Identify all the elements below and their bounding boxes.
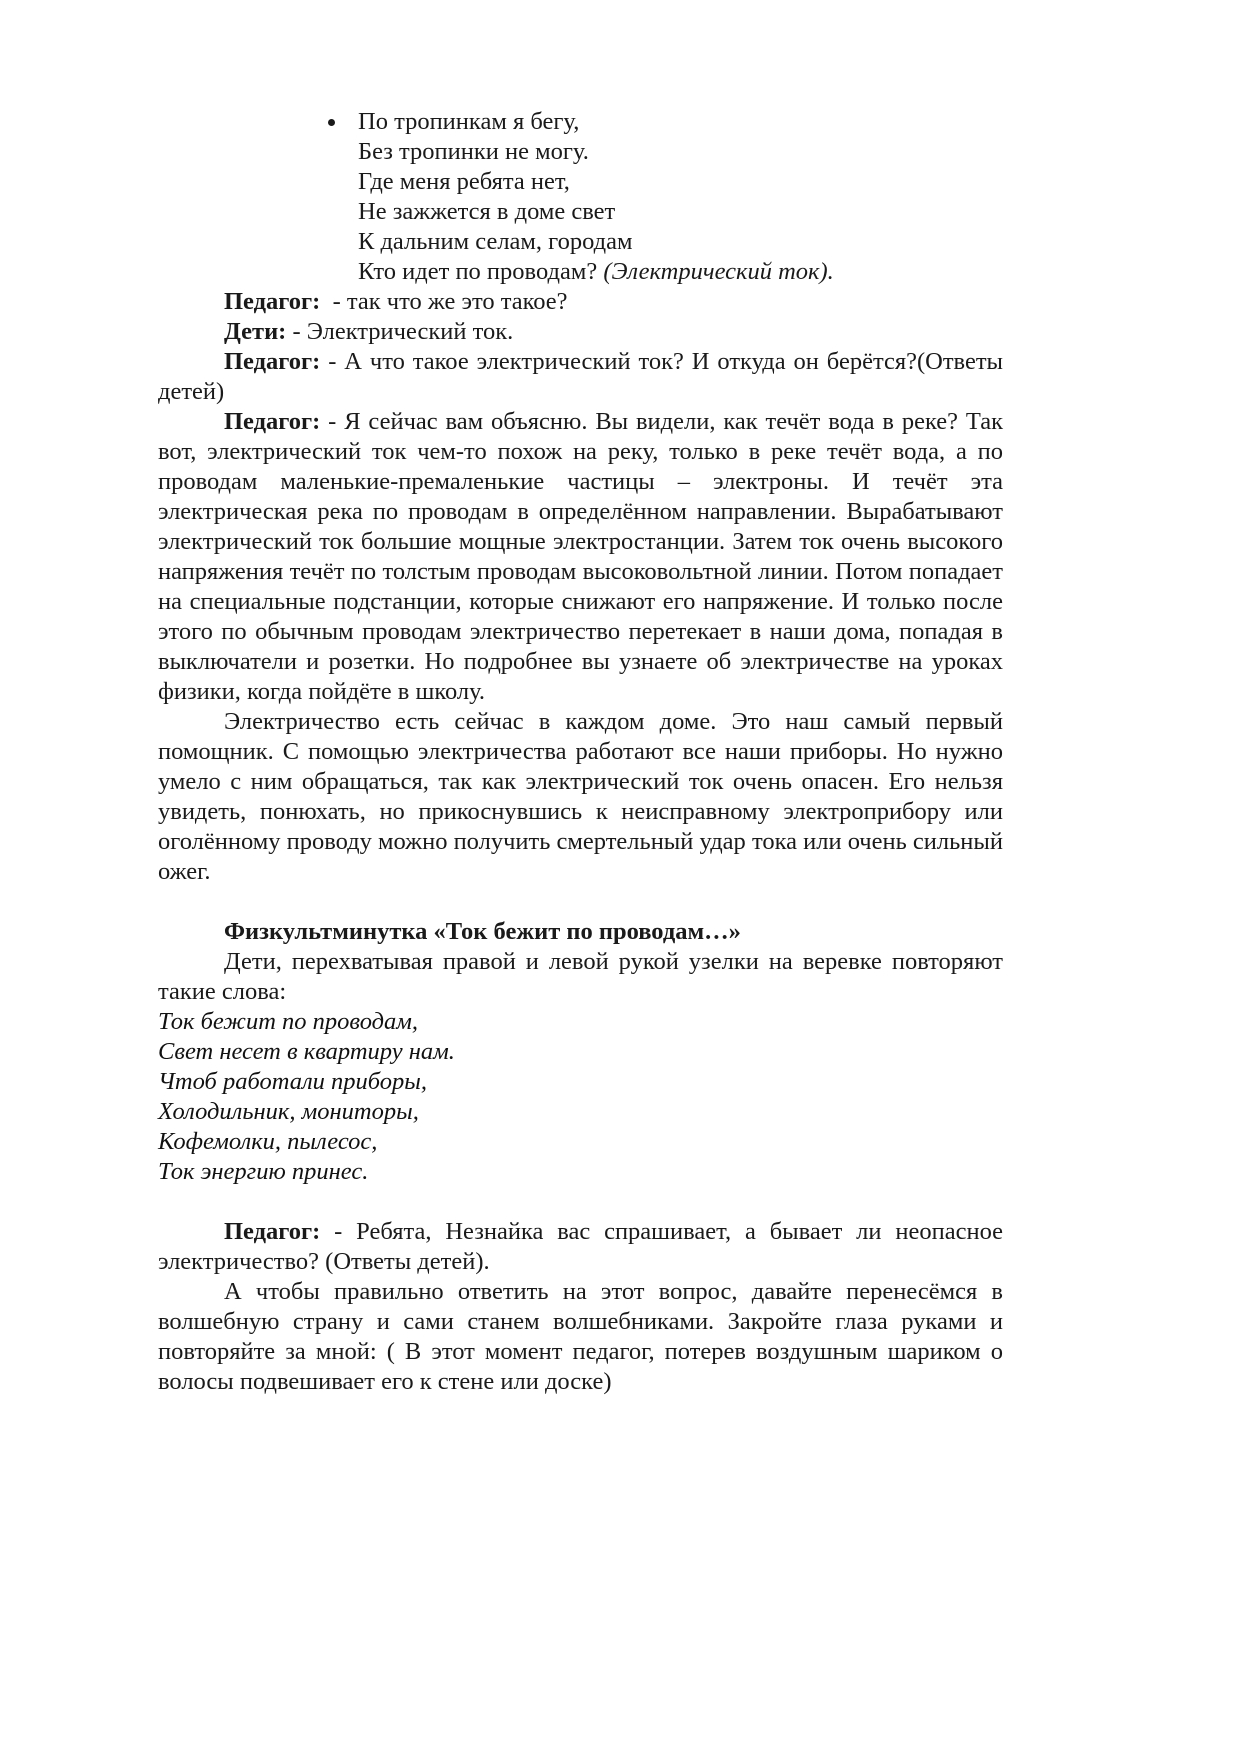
exercise-title: Физкультминутка «Ток бежит по проводам…»: [224, 918, 741, 945]
dialogue-line: [158, 317, 1003, 347]
poem-line: Не зажжется в доме свет: [358, 198, 616, 225]
poem-line: Где меня ребята нет,: [358, 168, 570, 195]
verse-line: Чтоб работали приборы,: [158, 1068, 427, 1095]
dialogue-text: - так что же это такое?: [320, 288, 568, 315]
speaker-label: Педагог:: [224, 348, 321, 375]
riddle-poem: [358, 107, 1003, 287]
exercise-verse: [158, 1007, 1003, 1187]
dialogue-line: [158, 287, 1003, 317]
poem-line: [358, 257, 1003, 287]
verse-line: Холодильник, мониторы,: [158, 1098, 419, 1125]
riddle-answer: (Электрический ток).: [603, 258, 834, 285]
poem-line-text: Кто идет по проводам?: [358, 258, 598, 285]
exercise-instruction: Дети, перехватывая правой и левой рукой узелки на веревке повторяют такие слова:: [158, 948, 1003, 1005]
verse-line: Свет несет в квартиру нам.: [158, 1038, 455, 1065]
document-page: [158, 107, 1003, 1397]
closing-paragraph: А чтобы правильно ответить на этот вопрос, давайте перенесёмся в волшебную страну и сами станем волшебниками. Закройте глаза руками и повторяйте за мной: ( В этот момент педагог, потерев воздушным шариком о волосы подвешивает его к стене или доске): [158, 1278, 1003, 1395]
verse-line: Кофемолки, пылесос,: [158, 1128, 378, 1155]
dialogue-text: - Я сейчас вам объясню. Вы видели, как течёт вода в реке? Так вот, электрический ток чем-то похож на реку, только в реке течёт вода, а по проводам маленькие-премаленькие частицы – электроны. И течёт эта электрическая река по проводам в определённом направлении. Вырабатывают электрический ток большие мощные электростанции. Затем ток очень высокого напряжения течёт по толстым проводам высоковольтной линии. Потом попадает на специальные подстанции, которые снижают его напряжение. И только после этого по обычным проводам электричество перетекает в наши дома, попадая в выключатели и розетки. Но подробнее вы узнаете об электричестве на уроках физики, когда пойдёте в школу.: [158, 408, 1003, 705]
dialogue-line: [158, 347, 1003, 407]
closing-question: [158, 1217, 1003, 1277]
poem-line: К дальним селам, городам: [358, 228, 633, 255]
poem-line: По тропинкам я бегу,: [358, 108, 580, 135]
verse-line: Ток энергию принес.: [158, 1158, 369, 1185]
speaker-label: Дети:: [224, 318, 287, 345]
safety-paragraph: Электричество есть сейчас в каждом доме. Это наш самый первый помощник. С помощью электричества работают все наши приборы. Но нужно умело с ним обращаться, так как электрический ток очень опасен. Его нельзя увидеть, понюхать, но прикоснувшись к неисправному электроприбору или оголённому проводу можно получить смертельный удар тока или очень сильный ожег.: [158, 708, 1003, 885]
speaker-label: Педагог:: [224, 408, 321, 435]
spacer: [158, 887, 1003, 917]
dialogue-text: - Электрический ток.: [286, 318, 514, 345]
bullet-icon: [328, 119, 335, 126]
dialogue-text: - А что такое электрический ток? И откуда он берётся?(Ответы детей): [158, 348, 1003, 405]
poem-line: Без тропинки не могу.: [358, 138, 589, 165]
speaker-label: Педагог:: [224, 1218, 321, 1245]
dialogue-line: [158, 407, 1003, 707]
speaker-label: Педагог:: [224, 288, 321, 315]
verse-line: Ток бежит по проводам,: [158, 1008, 419, 1035]
spacer: [158, 1187, 1003, 1217]
dialogue-text: - Ребята, Незнайка вас спрашивает, а бывает ли неопасное электричество? (Ответы детей).: [158, 1218, 1003, 1275]
